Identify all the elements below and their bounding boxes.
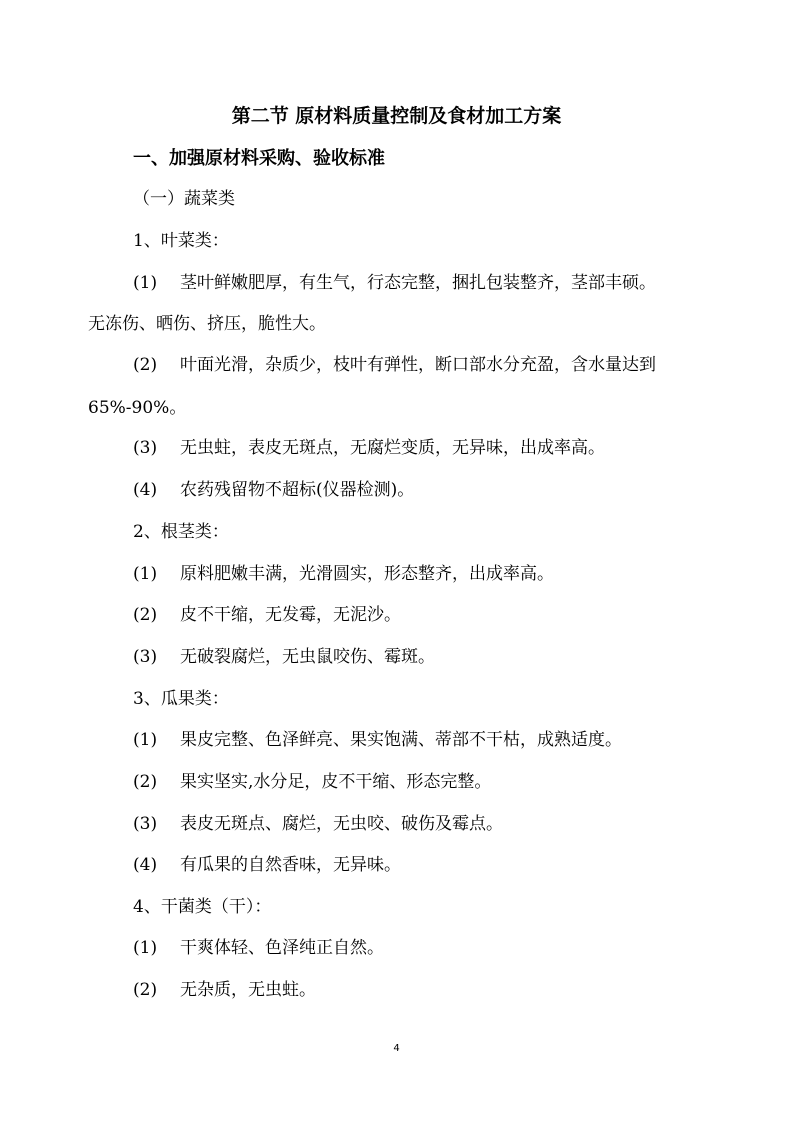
item-number: (2) [133,980,158,1000]
item-number: (2) [133,355,158,375]
item-text: 有瓜果的自然香味，无异味。 [180,855,401,875]
item-number: (1) [133,273,158,293]
section-title: 第二节 原材料质量控制及食材加工方案 [231,105,562,127]
subheading-leafy: 1、叶菜类： [133,231,229,251]
item-number: (3) [133,647,158,667]
item-number: (4) [133,480,158,500]
item-text: 原料肥嫩丰满，光滑圆实，形态整齐，出成率高。 [180,564,554,584]
heading-procurement-standards: 一、加强原材料采购、验收标准 [133,148,385,169]
page-number: 4 [393,1043,400,1054]
item-text: 无破裂腐烂，无虫鼠咬伤、霉斑。 [180,647,435,667]
item-continuation: 无冻伤、晒伤、挤压，脆性大。 [88,314,326,334]
item-number: (1) [133,564,158,584]
item-text: 茎叶鲜嫩肥厚，有生气，行态完整，捆扎包装整齐，茎部丰硕。 [180,273,656,293]
item-text: 果皮完整、色泽鲜亮、果实饱满、蒂部不干枯，成熟适度。 [180,730,622,750]
item-continuation: 65%-90%。 [88,398,187,418]
subheading-melon: 3、瓜果类： [133,689,229,709]
item-number: (3) [133,438,158,458]
item-number: (2) [133,605,158,625]
subheading-root: 2、根茎类： [133,522,229,542]
item-text: 表皮无斑点、腐烂，无虫咬、破伤及霉点。 [180,814,503,834]
item-number: (3) [133,814,158,834]
item-text: 果实坚实,水分足，皮不干缩、形态完整。 [180,772,492,792]
item-text: 无虫蛀，表皮无斑点，无腐烂变质，无异味，出成率高。 [180,438,605,458]
subheading-fungi: 4、干菌类（干）： [133,897,272,917]
category-vegetables: （一）蔬菜类 [133,189,235,209]
item-number: (1) [133,730,158,750]
item-text: 皮不干缩，无发霉，无泥沙。 [180,605,401,625]
item-number: (2) [133,772,158,792]
item-number: (4) [133,855,158,875]
item-text: 农药残留物不超标(仪器检测)。 [180,480,415,500]
item-text: 无杂质，无虫蛀。 [180,980,316,1000]
item-number: (1) [133,938,158,958]
item-text: 干爽体轻、色泽纯正自然。 [180,938,384,958]
item-text: 叶面光滑，杂质少，枝叶有弹性，断口部水分充盈，含水量达到 [180,355,656,375]
